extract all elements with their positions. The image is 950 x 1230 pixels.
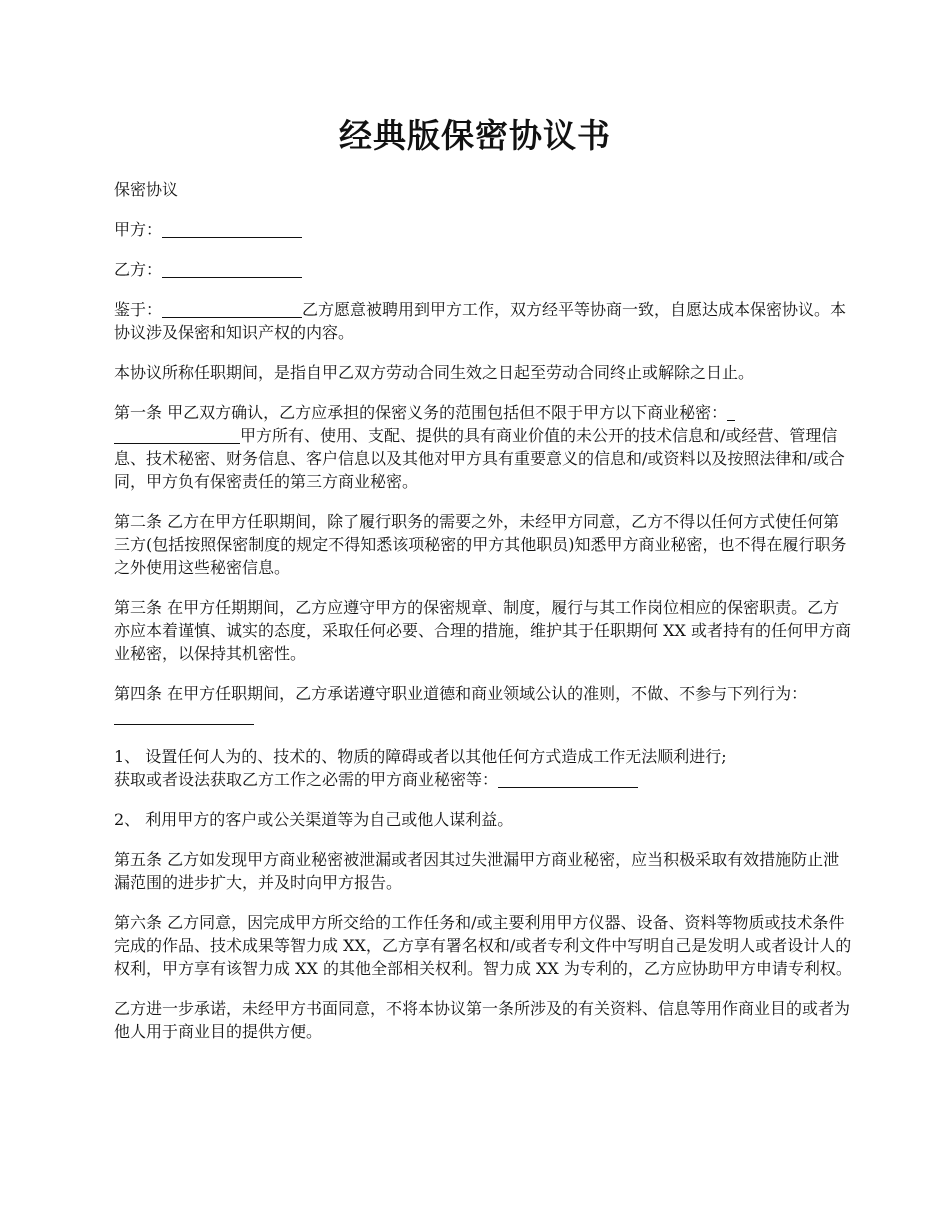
document-title: 经典版保密协议书 (339, 116, 611, 155)
article-3: 第三条 在甲方任期期间，乙方应遵守甲方的保密规章、制度，履行与其工作岗位相应的保密职责。乙方亦应本着谨慎、诚实的态度，采取任何必要、合理的措施，维护其于任职期何 XX 或者持有的任何甲方商业秘密，以保持其机密性。 (114, 598, 851, 663)
article-2: 第二条 乙方在甲方任职期间，除了履行职务的需要之外，未经甲方同意，乙方不得以任何方式使任何第三方(包括按照保密制度的规定不得知悉该项秘密的甲方其他职员)知悉甲方商业秘密，也不得在履行职务之外使用这些秘密信息。 (114, 512, 847, 577)
article-6: 第六条 乙方同意，因完成甲方所交给的工作任务和/或主要利用甲方仪器、设备、资料等物质或技术条件完成的作品、技术成果等智力成 XX，乙方享有署名权和/或者专利文件中写明自己是发明人或者设计人的权利，甲方享有该智力成 XX 的其他全部相关权利。智力成 XX 为专利的，乙方应协助甲方申请专利权。 (114, 913, 852, 978)
article-1-blank-a[interactable] (727, 403, 735, 421)
whereas-blank[interactable] (162, 300, 302, 318)
article-5: 第五条 乙方如发现甲方商业秘密被泄漏或者因其过失泄漏甲方商业秘密，应当积极采取有效措施防止泄漏范围的进步扩大，并及时向甲方报告。 (114, 850, 840, 892)
article-1: 第一条 甲乙双方确认，乙方应承担的保密义务的范围包括但不限于甲方以下商业秘密： 甲方所有、使用、支配、提供的具有商业价值的未公开的技术信息和/或经营、管理信息、技术秘密、财务信息、客户信息以及其他对甲方具有重要意义的信息和/或资料以及按照法律和/或合同，甲方负有保密责任的第三方商业秘密。 (114, 403, 845, 491)
whereas-clause: 鉴于： 乙方愿意被聘用到甲方工作，双方经平等协商一致，自愿达成本保密协议。本协议涉及保密和知识产权的内容。 (114, 300, 847, 342)
party-a-blank[interactable] (162, 220, 302, 238)
party-b-line: 乙方： (114, 258, 854, 281)
article-4-blank[interactable] (114, 707, 254, 725)
party-b-blank[interactable] (162, 260, 302, 278)
further-commitment: 乙方进一步承诺，未经甲方书面同意，不将本协议第一条所涉及的有关资料、信息等用作商业目的或者为他人用于商业目的提供方便。 (114, 999, 851, 1041)
item-1-blank[interactable] (498, 770, 638, 788)
item-1: 1、 设置任何人为的、技术的、物质的障碍或者以其他任何方式造成工作无法顺利进行; 获取或者设法获取乙方工作之必需的甲方商业秘密等： (114, 747, 727, 789)
term-definition: 本协议所称任职期间，是指自甲乙双方劳动合同生效之日起至劳动合同终止或解除之日止。 (114, 363, 755, 382)
item-2: 2、 利用甲方的客户或公关渠道等为自己或他人谋利益。 (114, 810, 514, 829)
agreement-heading: 保密协议 (114, 180, 179, 199)
document-body (114, 178, 854, 1060)
article-4: 第四条 在甲方任职期间，乙方承诺遵守职业道德和商业领域公认的准则，不做、不参与下列行为： (114, 682, 854, 728)
article-1-blank-b[interactable] (114, 426, 240, 444)
party-a-line: 甲方： (114, 218, 854, 241)
